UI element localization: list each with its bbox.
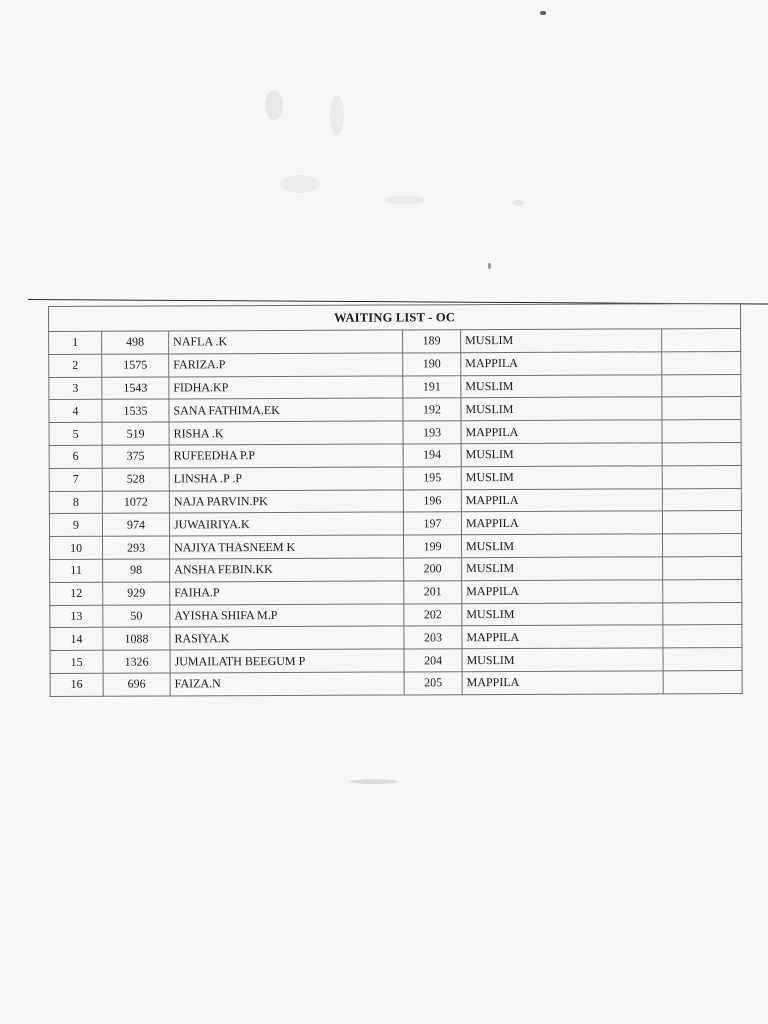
remarks-cell [663, 670, 742, 693]
community-cell: MUSLIM [462, 557, 663, 581]
rank-cell: 205 [404, 672, 462, 695]
community-cell: MAPPILA [461, 488, 662, 512]
rank-cell: 196 [403, 489, 461, 512]
table-row [50, 625, 742, 651]
community-cell: MUSLIM [462, 602, 663, 626]
candidate-name-cell: JUWAIRIYA.K [169, 512, 403, 536]
table-row [49, 511, 741, 537]
candidate-name-cell: FARIZA.P [169, 353, 403, 377]
application-number-cell: 1326 [103, 650, 170, 673]
application-number-cell: 498 [102, 331, 169, 354]
table-row [50, 556, 742, 582]
table-row [49, 374, 741, 400]
application-number-cell: 293 [103, 536, 170, 559]
rank-cell: 200 [404, 558, 462, 581]
candidate-name-cell: LINSHA .P .P [169, 467, 403, 491]
remarks-cell [662, 351, 741, 374]
candidate-name-cell: RASIYA.K [170, 626, 404, 650]
application-number-cell: 929 [103, 582, 170, 605]
candidate-name-cell: SANA FATHIMA.EK [169, 398, 403, 422]
community-cell: MUSLIM [461, 443, 662, 467]
community-cell: MAPPILA [462, 671, 663, 695]
waiting-list-table [48, 303, 743, 697]
rank-cell: 192 [403, 398, 461, 421]
community-cell: MUSLIM [461, 329, 662, 353]
rank-cell: 189 [403, 330, 461, 353]
serial-number-cell: 2 [49, 354, 102, 377]
table-row [50, 579, 742, 605]
scan-smudge [385, 196, 425, 204]
application-number-cell: 696 [103, 673, 170, 696]
community-cell: MUSLIM [461, 374, 662, 398]
table-row [49, 465, 741, 491]
candidate-name-cell: AYISHA SHIFA M.P [170, 604, 404, 628]
rank-cell: 201 [404, 580, 462, 603]
scan-speck [540, 11, 546, 15]
scan-smudge [265, 90, 283, 120]
rank-cell: 195 [403, 466, 461, 489]
remarks-cell [662, 397, 741, 420]
application-number-cell: 519 [102, 422, 169, 445]
application-number-cell: 974 [102, 513, 169, 536]
community-cell: MUSLIM [462, 534, 663, 558]
serial-number-cell: 6 [49, 445, 102, 468]
candidate-name-cell: JUMAILATH BEEGUM P [170, 649, 404, 673]
remarks-cell [662, 488, 741, 511]
application-number-cell: 528 [102, 468, 169, 491]
rank-cell: 191 [403, 375, 461, 398]
candidate-name-cell: FIDHA.KP [169, 376, 403, 400]
remarks-cell [662, 374, 741, 397]
scan-smudge [280, 175, 320, 193]
serial-number-cell: 3 [49, 377, 102, 400]
remarks-cell [662, 465, 741, 488]
serial-number-cell: 1 [49, 331, 102, 354]
rank-cell: 197 [403, 512, 461, 535]
table-body [49, 328, 743, 696]
serial-number-cell: 11 [50, 559, 103, 582]
community-cell: MUSLIM [461, 397, 662, 421]
community-cell: MAPPILA [461, 420, 662, 444]
table-row [50, 648, 742, 674]
serial-number-cell: 9 [49, 514, 102, 537]
remarks-cell [663, 602, 742, 625]
remarks-cell [662, 442, 741, 465]
application-number-cell: 50 [103, 605, 170, 628]
table-row [50, 534, 742, 560]
community-cell: MAPPILA [461, 352, 662, 376]
table-row [49, 351, 741, 377]
serial-number-cell: 12 [50, 582, 103, 605]
serial-number-cell: 15 [50, 650, 103, 673]
serial-number-cell: 16 [50, 673, 103, 696]
community-cell: MUSLIM [461, 466, 662, 490]
table-row [49, 442, 741, 468]
remarks-cell [663, 579, 742, 602]
rank-cell: 190 [403, 352, 461, 375]
table-row [49, 420, 741, 446]
remarks-cell [663, 648, 742, 671]
title-row [49, 303, 741, 331]
table-row [49, 488, 741, 514]
community-cell: MUSLIM [462, 648, 663, 672]
scan-smudge [350, 779, 398, 784]
remarks-cell [662, 328, 741, 351]
rank-cell: 202 [404, 603, 462, 626]
scan-speck [488, 263, 491, 269]
waiting-list-sheet [48, 303, 742, 697]
candidate-name-cell: NAJA PARVIN.PK [169, 490, 403, 514]
application-number-cell: 98 [103, 559, 170, 582]
application-number-cell: 1575 [102, 354, 169, 377]
candidate-name-cell: FAIHA.P [170, 581, 404, 605]
candidate-name-cell: ANSHA FEBIN.KK [170, 558, 404, 582]
remarks-cell [663, 625, 742, 648]
remarks-cell [663, 556, 742, 579]
rank-cell: 203 [404, 626, 462, 649]
remarks-cell [662, 511, 741, 534]
remarks-cell [663, 534, 742, 557]
serial-number-cell: 14 [50, 628, 103, 651]
rank-cell: 199 [404, 535, 462, 558]
table-row [49, 397, 741, 423]
application-number-cell: 1543 [102, 377, 169, 400]
table-title: WAITING LIST - OC [49, 303, 741, 331]
serial-number-cell: 7 [49, 468, 102, 491]
rank-cell: 194 [403, 444, 461, 467]
remarks-cell [662, 420, 741, 443]
candidate-name-cell: NAJIYA THASNEEM K [170, 535, 404, 559]
application-number-cell: 375 [102, 445, 169, 468]
serial-number-cell: 4 [49, 400, 102, 423]
table-row [50, 670, 742, 696]
serial-number-cell: 10 [50, 536, 103, 559]
candidate-name-cell: RUFEEDHA P.P [169, 444, 403, 468]
table-row [50, 602, 742, 628]
application-number-cell: 1535 [102, 399, 169, 422]
rank-cell: 193 [403, 421, 461, 444]
community-cell: MAPPILA [462, 580, 663, 604]
candidate-name-cell: RISHA .K [169, 421, 403, 445]
candidate-name-cell: FAIZA.N [170, 672, 404, 696]
table-row [49, 328, 741, 354]
serial-number-cell: 8 [49, 491, 102, 514]
scan-smudge [512, 200, 524, 206]
application-number-cell: 1088 [103, 627, 170, 650]
rank-cell: 204 [404, 649, 462, 672]
community-cell: MAPPILA [461, 511, 662, 535]
community-cell: MAPPILA [462, 625, 663, 649]
serial-number-cell: 13 [50, 605, 103, 628]
application-number-cell: 1072 [102, 491, 169, 514]
serial-number-cell: 5 [49, 422, 102, 445]
scan-smudge [330, 95, 344, 135]
candidate-name-cell: NAFLA .K [169, 330, 403, 354]
